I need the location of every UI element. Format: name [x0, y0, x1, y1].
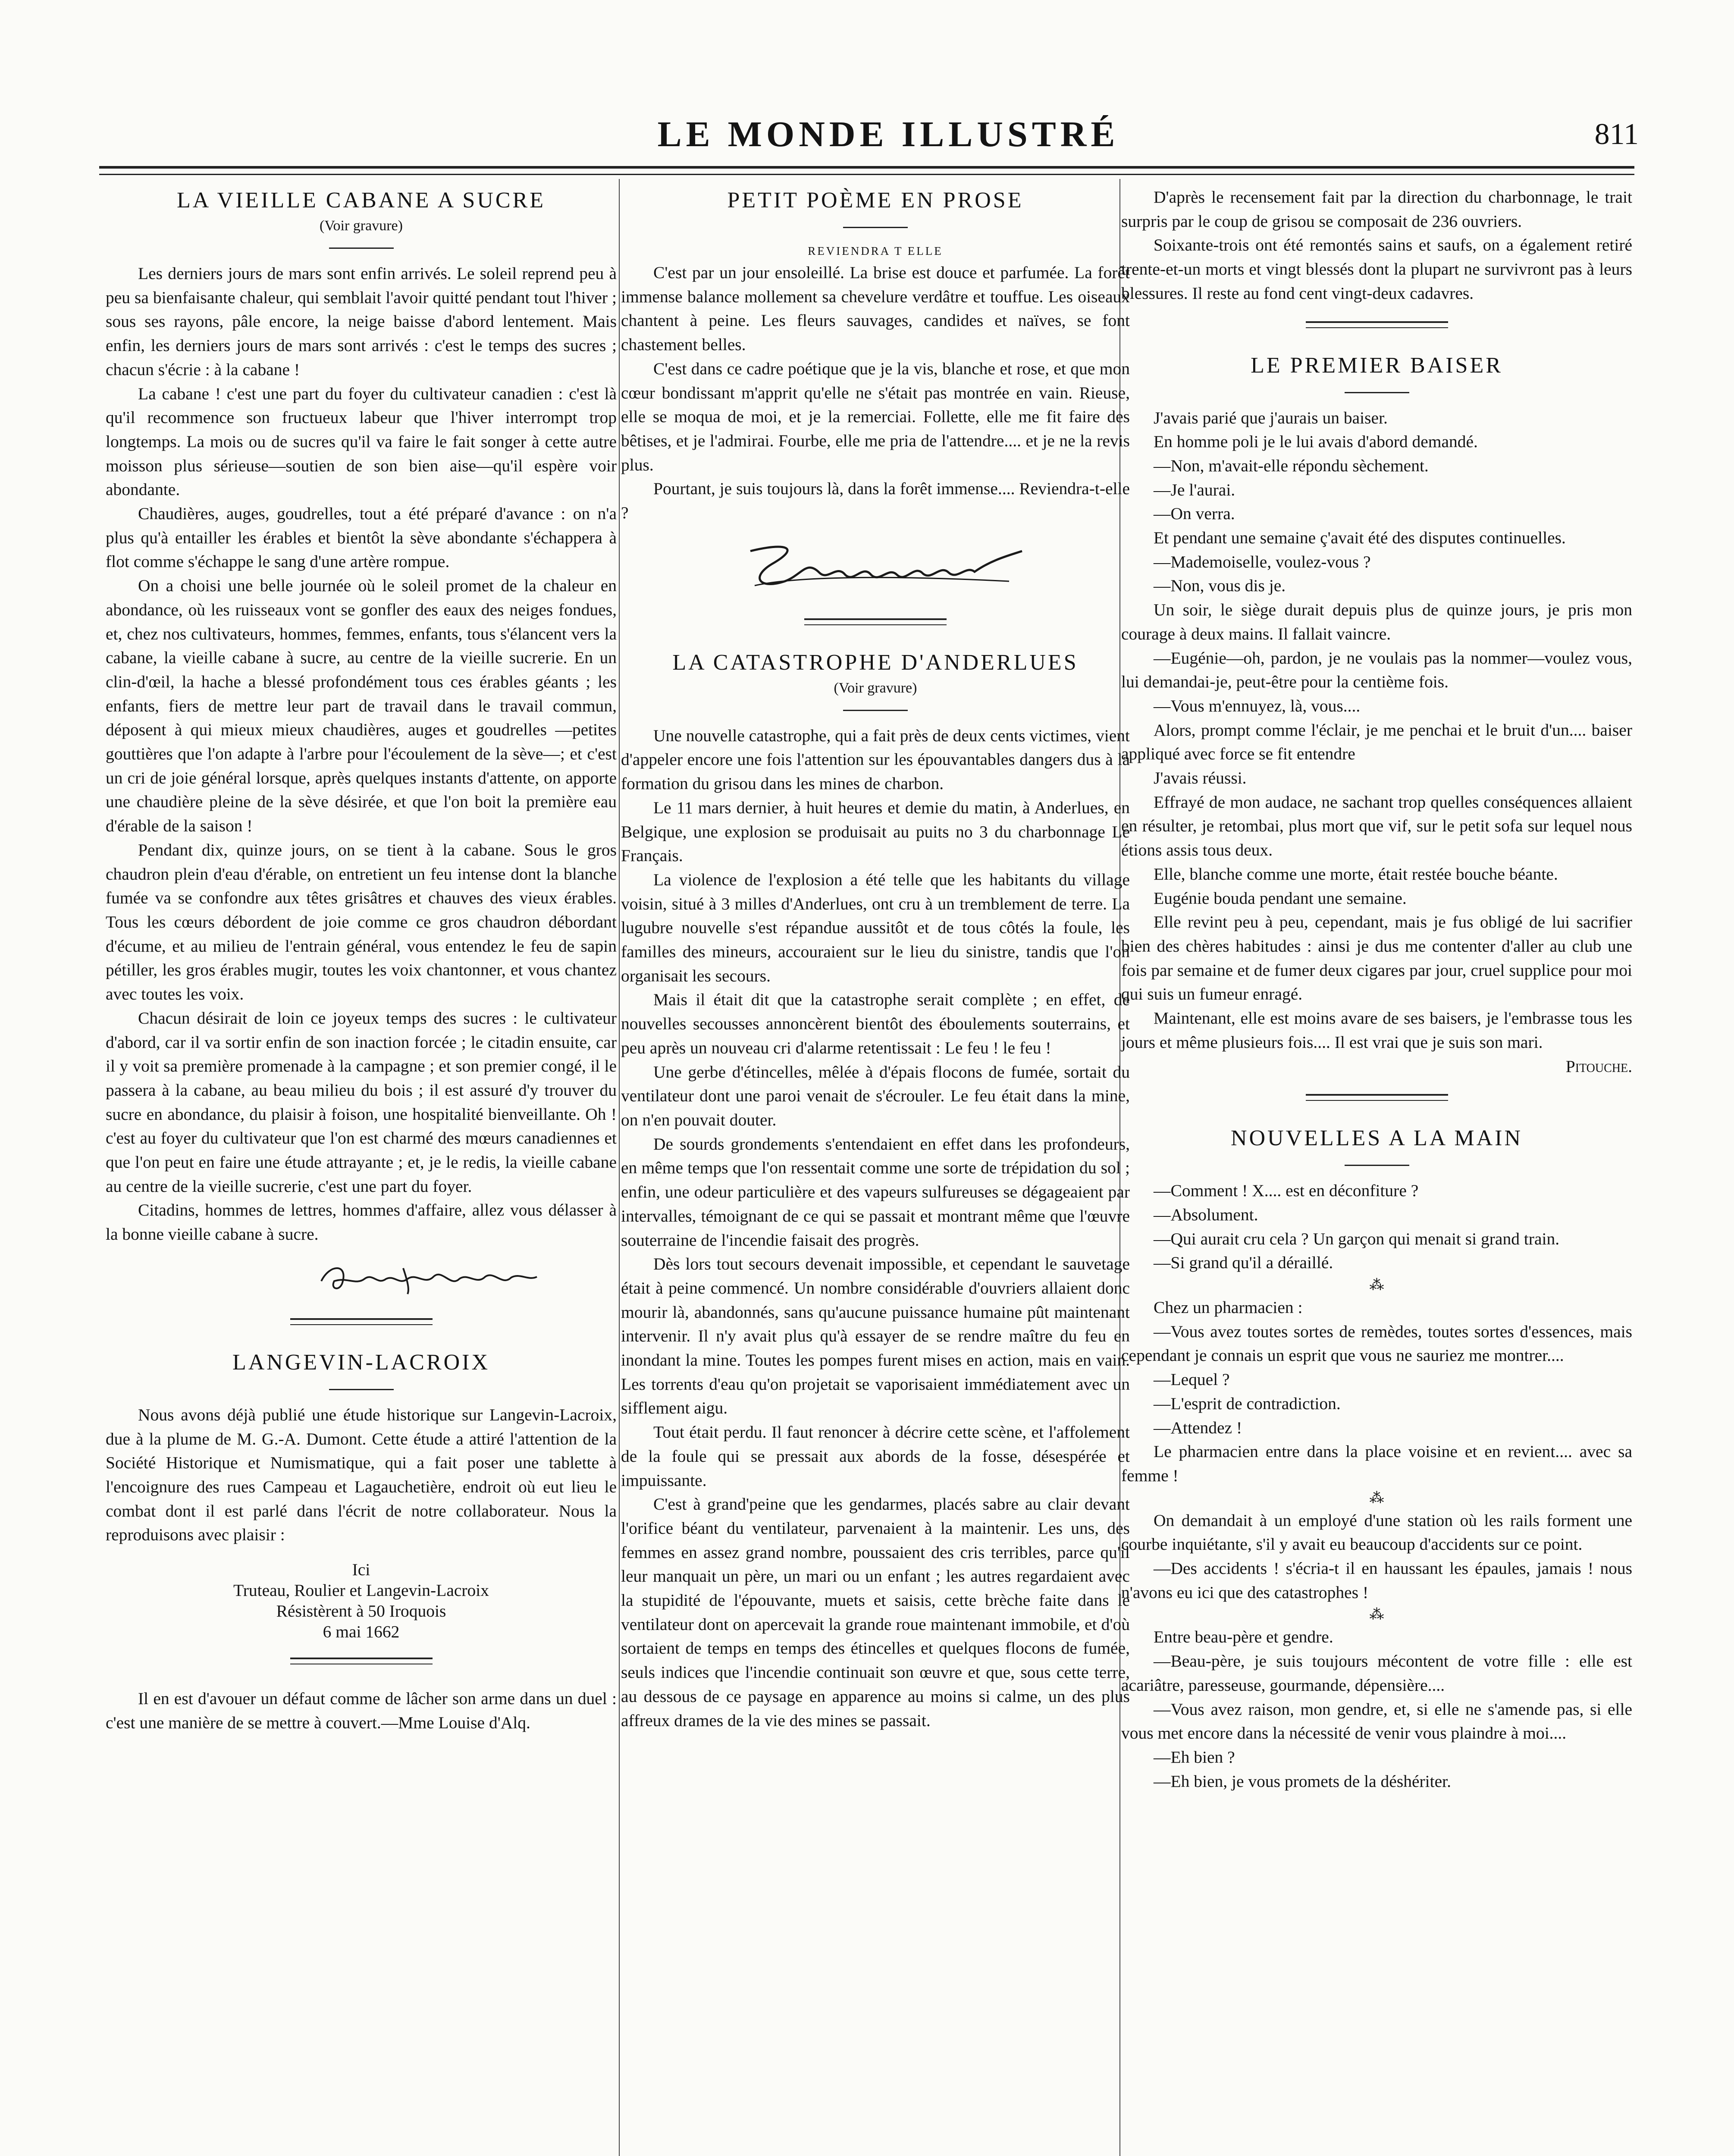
article-title: LE PREMIER BAISER: [1251, 353, 1503, 378]
paragraph: —Non, m'avait-elle répondu sèchement.: [1154, 456, 1429, 475]
paragraph: C'est par un jour ensoleillé. La brise est douce et parfumée. La forêt immense balance mollement sa chevelure verdâtre et touffue. Les oiseaux chantent à peine. Les fleurs sauvages, candides et naïves, se font chastement belles.: [621, 263, 1130, 354]
paragraph: —Attendez !: [1154, 1418, 1242, 1437]
inscription-line: Ici: [352, 1560, 370, 1579]
paragraph: Dès lors tout secours devenait impossible, et cependant le sauvetage était à peine commencé. Un nombre considérable d'ouvriers allaient donc mourir là, abandonnés, sans qu'aucune puissance humaine pût maintenant intervenir. Il n'y avait plus qu'à essayer de se rendre maître du feu en inondant la mine. Toutes les pompes furent mises en action, mais en vain. Les torrents d'eau qu'on projetait se vaporisaient immédiatement avec un sifflement aigu.: [621, 1254, 1130, 1418]
article-subtitle: (Voir gravure): [834, 680, 917, 696]
divider: [843, 227, 908, 228]
paragraph: Un soir, le siège durait depuis plus de quinze jours, je pris mon courage à deux mains. Il fallait vaincre.: [1121, 600, 1632, 643]
section-rule: [1306, 1094, 1448, 1101]
paragraph: Tout était perdu. Il faut renoncer à décrire cette scène, et l'affolement de la foule qui se pressait aux abords de la fosse, désespérée et impuissante.: [621, 1423, 1130, 1490]
paragraph: —Lequel ?: [1154, 1370, 1230, 1389]
paragraph: Effrayé de mon audace, ne sachant trop quelles conséquences allaient en résulter, je retombai, plus mort que vif, sur le petit sofa sur lequel nous étions assis tous deux.: [1121, 792, 1632, 860]
article-title: LA VIEILLE CABANE A SUCRE: [177, 188, 546, 213]
divider: [1345, 392, 1409, 393]
paragraph: —Absolument.: [1154, 1205, 1258, 1224]
paragraph: Une gerbe d'étincelles, mêlée à d'épais flocons de fumée, sortait du ventilateur dont une paroi venait de s'écrouler. Le feu était dans la mine, on n'en pouvait douter.: [621, 1062, 1130, 1129]
article-subtitle: (Voir gravure): [320, 218, 403, 234]
paragraph: Citadins, hommes de lettres, hommes d'affaire, allez vous délasser à la bonne vieille cabane à sucre.: [106, 1200, 617, 1244]
paragraph: La cabane ! c'est une part du foyer du cultivateur canadien : c'est là qu'il recommence son fructueux labeur que l'hiver interrompt trop longtemps. La mois ou de sucres qu'il va faire le fait songer à cette autre moisson plus sérieuse—soutien de son bien aise—qu'il espère voir abondante.: [106, 384, 617, 499]
paragraph: Chacun désirait de loin ce joyeux temps des sucres : le cultivateur d'abord, car il va sortir enfin de son inaction forcée ; le citadin ensuite, car il y voit sa première promenade à la campagne ; et son premier congé, il le passera à la cabane, au beau milieu du bois ; il est assuré d'y trouver du sucre en abondance, du plaisir à foison, une hospitalité bienveillante. Oh ! c'est au foyer du cultivateur que l'on est charmé des mœurs canadiennes et que l'on peut en faire une étude attrayante ; et, je le redis, la vieille cabane au centre de la vieille sucrerie, c'est une part du foyer.: [106, 1008, 617, 1196]
signature: [106, 1255, 617, 1303]
paragraph: J'avais parié que j'aurais un baiser.: [1154, 408, 1388, 427]
paragraph: —Si grand qu'il a déraillé.: [1154, 1253, 1333, 1272]
paragraph: —Non, vous dis je.: [1154, 576, 1286, 595]
column-left: [106, 185, 617, 1735]
section-rule: [1306, 321, 1448, 328]
article-title: LA CATASTROPHE D'ANDERLUES: [672, 650, 1079, 675]
paragraph: —Vous avez raison, mon gendre, et, si elle ne s'amende pas, si elle vous met encore dans la nécessité de venir vous plaindre à moi....: [1121, 1699, 1632, 1743]
paragraph: —Qui aurait cru cela ? Un garçon qui menait si grand train.: [1154, 1229, 1560, 1248]
paragraph: —Comment ! X.... est en déconfiture ?: [1154, 1181, 1419, 1200]
column-right: [1121, 185, 1632, 1793]
divider: [1345, 1165, 1409, 1166]
paragraph: —Vous avez toutes sortes de remèdes, toutes sortes d'essences, mais cependant je connais un esprit que vous ne sauriez me montrer....: [1121, 1322, 1632, 1365]
paragraph: On a choisi une belle journée où le soleil promet de la chaleur en abondance, où les ruisseaux vont se gonfler des eaux des neiges fondues, et, chez nos cultivateurs, hommes, femmes, enfants, tous s'élancent vers la cabane, la vieille cabane à sucre, au centre de la vieille sucrerie. En un clin-d'œil, la hache a blessé profondément tous ces érables géants ; les enfants, fiers de mettre leur part de travail dans le travail commun, déposent à qui mieux mieux chaudières, auges et goudrelles —petites gouttières que l'on adapte à l'arbre pour l'écoulement de la sève—; et c'est un cri de joie général lorsque, après quelques instants d'attente, on apporte une chaudière pleine de la sève désirée, et que l'on boit la première eau d'érable de la saison !: [106, 576, 617, 836]
paragraph: On demandait à un employé d'une station où les rails forment une courbe inquiétante, s'il y avait eu beaucoup d'accidents sur ce point.: [1121, 1510, 1632, 1554]
column-middle: [621, 185, 1130, 1733]
asterism: ⁂: [1369, 1607, 1384, 1623]
paragraph: Eugénie bouda pendant une semaine.: [1154, 888, 1407, 908]
article-title: NOUVELLES A LA MAIN: [1230, 1126, 1523, 1151]
paragraph: Chez un pharmacien :: [1154, 1298, 1303, 1317]
paragraph: —Des accidents ! s'écria-t il en haussant les épaules, jamais ! nous n'avons eu ici que des catastrophes !: [1121, 1559, 1632, 1602]
article-signature: Pitouche.: [1565, 1056, 1632, 1076]
signature-graphic: [621, 534, 1130, 603]
divider: [329, 248, 394, 249]
paragraph: —Eh bien ?: [1154, 1747, 1235, 1767]
article-title: LANGEVIN-LACROIX: [232, 1350, 490, 1375]
section-rule: [290, 1658, 433, 1664]
inscription-line: Truteau, Roulier et Langevin-Lacroix: [233, 1581, 489, 1600]
paragraph: De sourds grondements s'entendaient en effet dans les profondeurs, en même temps que l'on ressentait comme une sorte de trépidation du sol ; enfin, une odeur particulière et des vapeurs sulfureuses se dégageaient par intervalles, témoignant de ce qui se passait et montrant même que l'œuvre souterraine de l'incendie faisait des progrès.: [621, 1134, 1130, 1250]
asterism: ⁂: [1369, 1277, 1384, 1294]
paragraph: —Vous m'ennuyez, là, vous....: [1154, 696, 1361, 715]
paragraph: —On verra.: [1154, 504, 1235, 523]
divider: [843, 710, 908, 711]
paragraph: Une nouvelle catastrophe, qui a fait près de deux cents victimes, vient d'appeler encore une fois l'attention sur les épouvantables dangers dus à la formation du grisou dans les mines de charbon.: [621, 726, 1130, 793]
paragraph: Elle revint peu à peu, cependant, mais je fus obligé de lui sacrifier bien des chères habitudes : ainsi je dus me contenter d'aller au club une fois par semaine et de fumer deux cigares par jour, cruel supplice pour moi qui suis un fumeur enragé.: [1121, 912, 1632, 1004]
signature-graphic: [106, 1255, 617, 1303]
paragraph: —Mademoiselle, voulez-vous ?: [1154, 552, 1371, 571]
paragraph: Maintenant, elle est moins avare de ses baisers, je l'embrasse tous les jours et même plusieurs fois.... Il est vrai que je suis son mari.: [1121, 1009, 1632, 1052]
signature: [621, 534, 1130, 603]
paragraph: Le pharmacien entre dans la place voisine et en revient.... avec sa femme !: [1121, 1442, 1632, 1485]
paragraph: Les derniers jours de mars sont enfin arrivés. Le soleil reprend peu à peu sa bienfaisante chaleur, qui semblait l'avoir quitté pendant tout l'hiver ; sous ses rayons, pâle encore, la neige baisse d'abord lentement. Mais enfin, les derniers jours de mars sont arrivés : c'est le temps des sucres ; chacun s'écrie : à la cabane !: [106, 264, 617, 379]
masthead-title: LE MONDE ILLUSTRÉ: [657, 114, 1119, 154]
paragraph: Elle, blanche comme une morte, était restée bouche béante.: [1154, 864, 1558, 884]
divider: [329, 1389, 394, 1390]
closing-paragraph: Il en est d'avouer un défaut comme de lâcher son arme dans un duel : c'est une manière de se mettre à couvert.—Mme Louise d'Alq.: [106, 1689, 617, 1732]
paragraph: La violence de l'explosion a été telle que les habitants du village voisin, situé à 3 milles d'Anderlues, ont cru à un tremblement de terre. La lugubre nouvelle s'est répandue aussitôt et de tous côtés la foule, les familles des mineurs, accouraient sur le lieu du sinistre, tandis que l'on organisait les secours.: [621, 870, 1130, 985]
inscription-line: Résistèrent à 50 Iroquois: [276, 1601, 446, 1621]
paragraph: Et pendant une semaine ç'avait été des disputes continuelles.: [1154, 528, 1566, 548]
paragraph: —Eh bien, je vous promets de la déshériter.: [1154, 1771, 1451, 1791]
section-rule: [804, 618, 947, 625]
paragraph: Le 11 mars dernier, à huit heures et demie du matin, à Anderlues, en Belgique, une explosion se produisait au puits no 3 du charbonnage Le Français.: [621, 798, 1130, 865]
paragraph: —L'esprit de contradiction.: [1154, 1394, 1341, 1413]
paragraph: —Je l'aurai.: [1154, 480, 1235, 499]
article-title: PETIT POÈME EN PROSE: [727, 188, 1024, 213]
asterism: ⁂: [1369, 1490, 1384, 1506]
paragraph: Pourtant, je suis toujours là, dans la forêt immense.... Reviendra-t-elle ?: [621, 479, 1130, 523]
paragraph: Mais il était dit que la catastrophe serait complète ; en effet, de nouvelles secousses annoncèrent bientôt des éboulements souterrains, et peu après un nouveau cri d'alarme retentissait : Le feu ! le feu !: [621, 990, 1130, 1057]
header-rule: [99, 166, 1634, 175]
paragraph: C'est à grand'peine que les gendarmes, placés sabre au clair devant l'orifice béant du ventilateur, parvenaient à la maintenir. Les uns, des femmes en assez grand nombre, poussaient des cris terribles, parce qu'il leur manquait un père, un mari ou un enfant ; les autres regardaient avec la stupidité de l'épouvante, muets et saisis, cette brèche faite dans le ventilateur dont on apercevait la grande roue maintenant immobile, et d'où sortaient de temps en temps des étincelles et quelques flocons de fumée, seuls indices que l'incendie continuait son œuvre et que, sous cette terre, au dessous de ce paysage en apparence au moins si calme, un des plus affreux drames de la vie des mines se passait.: [621, 1495, 1130, 1730]
inscription-line: 6 mai 1662: [323, 1622, 400, 1642]
paragraph: C'est dans ce cadre poétique que je la vis, blanche et rose, et que mon cœur bondissant m'apprit qu'elle ne s'était pas montrée en vain. Rieuse, elle se moqua de moi, et je la remerciai. Follette, elle me fit faire des bêtises, et je l'admirai. Fourbe, elle me pria de l'attendre.... et je ne la revis plus.: [621, 359, 1130, 474]
article-subtitle: REVIENDRA T ELLE: [808, 244, 943, 257]
page-number: 811: [1594, 118, 1639, 151]
paragraph: J'avais réussi.: [1154, 768, 1247, 788]
paragraph: En homme poli je le lui avais d'abord demandé.: [1154, 432, 1478, 451]
paragraph: —Eugénie—oh, pardon, je ne voulais pas la nommer—voulez vous, lui demandai-je, peut-être pour la centième fois.: [1121, 648, 1632, 692]
paragraph: Entre beau-père et gendre.: [1154, 1627, 1333, 1647]
paragraph: Soixante-trois ont été remontés sains et saufs, on a également retiré trente-et-un morts et vingt blessés dont la plupart ne survivront pas à leurs blessures. Il reste au fond cent vingt-deux cadavres.: [1121, 235, 1632, 303]
column-divider: [619, 179, 620, 2156]
paragraph: —Beau-père, je suis toujours mécontent de votre fille : elle est acariâtre, paresseuse, gourmande, dépensière....: [1121, 1651, 1632, 1695]
paragraph: Nous avons déjà publié une étude historique sur Langevin-Lacroix, due à la plume de M. G.-A. Dumont. Cette étude a attiré l'attention de la Société Historique et Numismatique, qui a fait poser une tablette à l'encoignure des rues Campeau et Lagauchetière, endroit où eut lieu le combat dont il est parlé dans l'écrit de notre collaborateur. Nous la reproduisons avec plaisir :: [106, 1405, 617, 1545]
paragraph: Pendant dix, quinze jours, on se tient à la cabane. Sous le gros chaudron plein d'eau d'érable, on entretient un feu intense dont la blanche fumée va se confondre aux têtes grisâtres et chauves des vieux érables. Tous les cœurs débordent de joie comme ce gros chaudron débordant d'écume, et au milieu de l'entrain général, vous entendez le feu de sapin pétiller, les gros érables mugir, toutes les voix chantonner, et vous chantez avec toutes les voix.: [106, 840, 617, 1004]
section-rule: [290, 1318, 433, 1325]
paragraph: Alors, prompt comme l'éclair, je me penchai et le bruit d'un.... baiser appliqué avec force se fit entendre: [1121, 720, 1632, 764]
paragraph: D'après le recensement fait par la direction du charbonnage, le trait surpris par le coup de grisou se composait de 236 ouvriers.: [1121, 188, 1632, 231]
paragraph: Chaudières, auges, goudrelles, tout a été préparé d'avance : on n'a plus qu'à entailler les érables et bientôt la sève abondante s'échappera à flot comme s'échappe le sang d'une artère rompue.: [106, 504, 617, 571]
